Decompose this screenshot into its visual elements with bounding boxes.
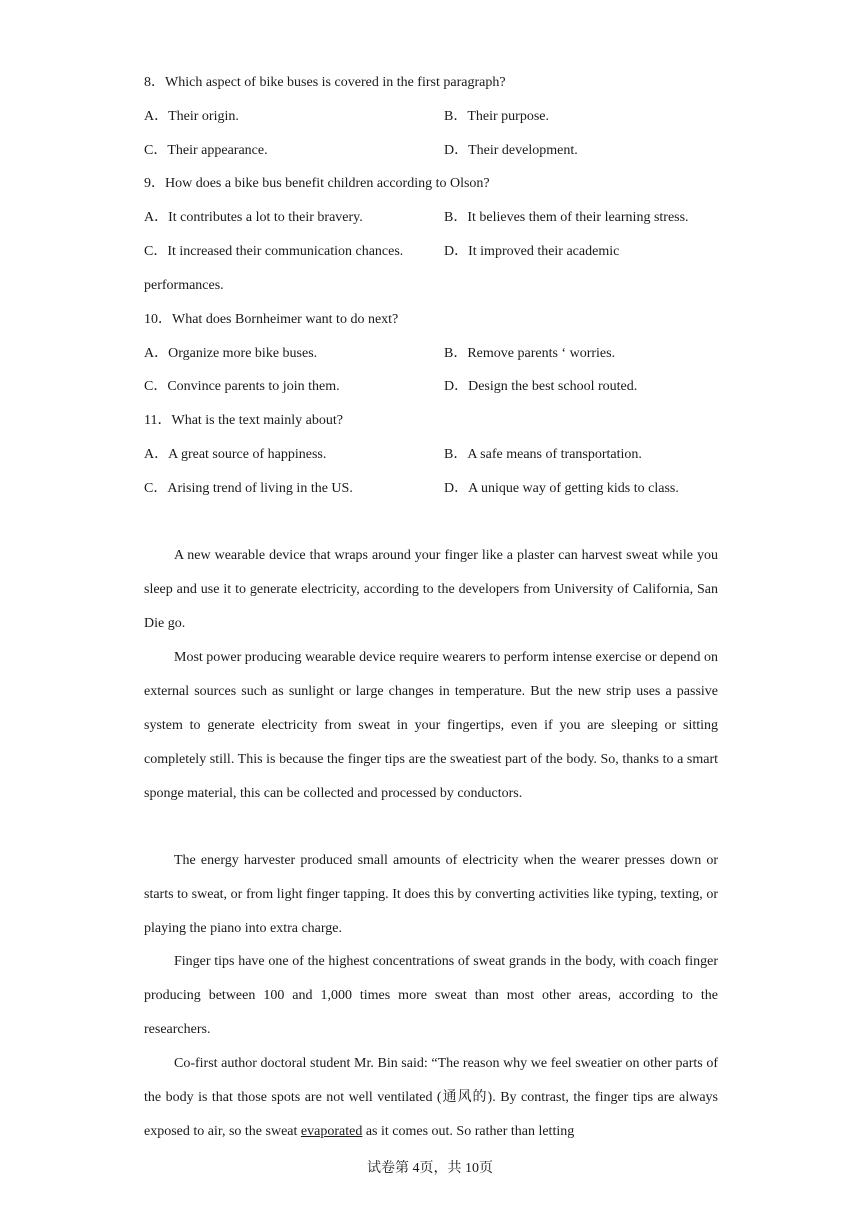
page-number-footer: 试卷第 4页，共 10页: [367, 1161, 493, 1176]
question-8-stem: 8．Which aspect of bike buses is covered in the first paragraph?: [144, 75, 506, 90]
question-11-option-b: B．A safe means of transportation.: [444, 447, 642, 462]
passage-paragraph-2: Most power producing wearable device require wearers to perform intense exercise or depend on external sources such as sunlight or large changes in temperature. But the new strip uses a passive system to generate electricity from sweat in your fingertips, even if you are sleeping or sitting completely still. This is because the finger tips are the sweatiest part of the body. So, thanks to a smart sponge material, this can be collected and processed by conductors.: [144, 650, 718, 801]
question-9-option-d: D．It improved their academic: [444, 244, 620, 259]
question-10-option-d: D．Design the best school routed.: [444, 379, 638, 394]
question-11-option-d: D．A unique way of getting kids to class.: [444, 481, 679, 496]
question-9-option-c: C．It increased their communication chances.: [144, 244, 404, 259]
passage-paragraph-3: The energy harvester produced small amounts of electricity when the wearer presses down or starts to sweat, or from light finger tapping. It does this by converting activities like typing, texting, or playing the piano into extra charge.: [144, 853, 718, 936]
question-9-option-a: A．It contributes a lot to their bravery.: [144, 210, 363, 225]
passage-paragraph-1: A new wearable device that wraps around your finger like a plaster can harvest sweat while you sleep and use it to generate electricity, according to the developers from University of California, San Die go.: [144, 548, 718, 631]
question-10-option-a: A．Organize more bike buses.: [144, 346, 318, 361]
question-8-option-d: D．Their development.: [444, 143, 578, 158]
passage-paragraph-5-text-after: as it comes out. So rather than letting: [362, 1124, 575, 1139]
question-8-option-b: B．Their purpose.: [444, 109, 549, 124]
passage-paragraph-4: Finger tips have one of the highest concentrations of sweat grands in the body, with coach finger producing between 100 and 1,000 times more sweat than most other areas, according to the researchers.: [144, 954, 718, 1037]
passage-paragraph-5: [144, 1047, 718, 1149]
question-11-option-a: A．A great source of happiness.: [144, 447, 327, 462]
question-8-option-a: A．Their origin.: [144, 109, 239, 124]
question-10-option-b: B．Remove parents ‘ worries.: [444, 346, 616, 361]
question-9-option-b: B．It believes them of their learning stress.: [444, 210, 689, 225]
question-8-option-c: C．Their appearance.: [144, 143, 268, 158]
question-10-stem: 10．What does Bornheimer want to do next?: [144, 312, 399, 327]
question-9-stem: 9．How does a bike bus benefit children according to Olson?: [144, 176, 490, 191]
underlined-word: evaporated: [300, 1124, 363, 1139]
question-10-option-c: C．Convince parents to join them.: [144, 379, 340, 394]
question-11-option-c: C．Arising trend of living in the US.: [144, 481, 353, 496]
passage-paragraph-5-text-before: Co-first author doctoral student Mr. Bin said: “The reason why we feel sweatier on other parts of the body is that those spots are not well ventilated (通风的). By contrast, the finger tips are always exposed to air, so the sweat: [144, 1056, 718, 1139]
question-9-option-d-continuation: performances.: [144, 278, 224, 293]
question-11-stem: 11．What is the text mainly about?: [144, 413, 343, 428]
